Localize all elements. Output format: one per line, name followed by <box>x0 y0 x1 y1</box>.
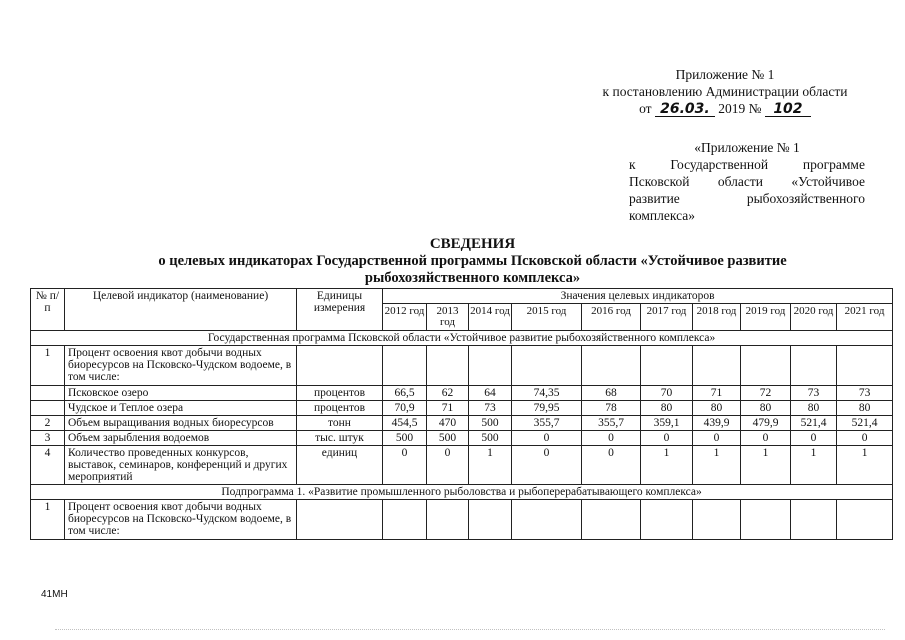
row-value <box>383 500 427 540</box>
header-num: № п/п <box>31 289 65 331</box>
table-row <box>31 446 893 485</box>
document-title <box>60 236 885 287</box>
program-appendix-line2 <box>629 156 865 173</box>
row-value: 73 <box>837 386 893 401</box>
row-name: Объем выращивания водных биоресурсов <box>65 416 297 431</box>
section-row <box>31 331 893 346</box>
row-value: 0 <box>582 446 641 485</box>
section-title: Подпрограмма 1. «Развитие промышленного рыболовства и рыбоперерабатывающего комплекса» <box>31 485 893 500</box>
row-value: 355,7 <box>512 416 582 431</box>
footer-code: 41МН <box>41 589 68 600</box>
row-value: 0 <box>741 431 791 446</box>
row-value <box>741 500 791 540</box>
row-value: 0 <box>512 431 582 446</box>
word: к <box>629 157 636 172</box>
row-value: 355,7 <box>582 416 641 431</box>
row-value: 479,9 <box>741 416 791 431</box>
row-value: 68 <box>582 386 641 401</box>
row-unit <box>297 346 383 386</box>
row-value: 0 <box>582 431 641 446</box>
row-value <box>582 346 641 386</box>
row-num: 3 <box>31 431 65 446</box>
row-name: Процент освоения квот добычи водных биоресурсов на Псковско-Чудском водоеме, в том числе: <box>65 346 297 386</box>
row-num <box>31 386 65 401</box>
row-value: 1 <box>693 446 741 485</box>
row-value: 359,1 <box>641 416 693 431</box>
row-value: 1 <box>741 446 791 485</box>
header-year: 2021 год <box>837 304 893 331</box>
header-year: 2020 год <box>791 304 837 331</box>
program-appendix-line5: комплекса» <box>629 208 695 223</box>
program-appendix-line3 <box>629 173 865 190</box>
row-value: 0 <box>383 446 427 485</box>
from-label: от <box>639 101 652 116</box>
row-value <box>693 500 741 540</box>
row-value <box>693 346 741 386</box>
row-value: 0 <box>791 431 837 446</box>
table-row <box>31 500 893 540</box>
program-appendix <box>629 139 865 224</box>
row-value: 0 <box>641 431 693 446</box>
word: Псковской <box>629 174 690 189</box>
header-year: 2014 год <box>469 304 512 331</box>
row-value <box>837 500 893 540</box>
row-value: 64 <box>469 386 512 401</box>
row-name: Процент освоения квот добычи водных биоресурсов на Псковско-Чудском водоеме, в том числе: <box>65 500 297 540</box>
indicators-table <box>30 288 893 540</box>
row-value <box>741 346 791 386</box>
header-year: 2013 год <box>427 304 469 331</box>
row-value <box>383 346 427 386</box>
row-value: 78 <box>582 401 641 416</box>
row-value: 521,4 <box>837 416 893 431</box>
row-num: 2 <box>31 416 65 431</box>
header-units: Единицы измерения <box>297 289 383 331</box>
scan-edge-dots <box>55 629 885 632</box>
row-value <box>582 500 641 540</box>
appendix-line2: к постановлению Администрации области <box>602 84 848 99</box>
header-year: 2015 год <box>512 304 582 331</box>
row-value: 80 <box>741 401 791 416</box>
word: Государственной <box>670 157 769 172</box>
row-value <box>641 346 693 386</box>
row-name: Количество проведенных конкурсов, выставок, семинаров, конференций и других мероприятий <box>65 446 297 485</box>
row-value: 66,5 <box>383 386 427 401</box>
row-value: 80 <box>641 401 693 416</box>
row-value: 80 <box>791 401 837 416</box>
year-text: 2019 № <box>718 101 762 116</box>
row-value: 0 <box>427 446 469 485</box>
table-row <box>31 401 893 416</box>
row-num: 4 <box>31 446 65 485</box>
header-year: 2012 год <box>383 304 427 331</box>
section-row <box>31 485 893 500</box>
row-name: Чудское и Теплое озера <box>65 401 297 416</box>
program-appendix-line1: «Приложение № 1 <box>694 140 800 155</box>
handwritten-date: 26.03. <box>655 102 715 117</box>
word: развитие <box>629 191 680 206</box>
program-appendix-line4 <box>629 190 865 207</box>
row-unit <box>297 500 383 540</box>
row-value: 1 <box>469 446 512 485</box>
row-name: Псковское озеро <box>65 386 297 401</box>
row-value: 70 <box>641 386 693 401</box>
row-value: 500 <box>469 416 512 431</box>
row-num: 1 <box>31 500 65 540</box>
row-value: 0 <box>837 431 893 446</box>
table-row <box>31 346 893 386</box>
header-year: 2018 год <box>693 304 741 331</box>
word: программе <box>802 157 865 172</box>
table-row <box>31 386 893 401</box>
row-name: Объем зарыбления водоемов <box>65 431 297 446</box>
row-value: 72 <box>741 386 791 401</box>
row-value: 79,95 <box>512 401 582 416</box>
row-value: 71 <box>427 401 469 416</box>
word: рыбохозяйственного <box>746 191 865 206</box>
row-value: 1 <box>837 446 893 485</box>
row-value <box>791 346 837 386</box>
row-value: 74,35 <box>512 386 582 401</box>
row-num <box>31 401 65 416</box>
row-num: 1 <box>31 346 65 386</box>
row-value <box>641 500 693 540</box>
appendix-line1: Приложение № 1 <box>675 67 775 82</box>
header-indicator: Целевой индикатор (наименование) <box>65 289 297 331</box>
header-row <box>31 289 893 304</box>
row-value: 62 <box>427 386 469 401</box>
table-row <box>31 431 893 446</box>
row-value <box>837 346 893 386</box>
row-value <box>427 500 469 540</box>
row-value: 470 <box>427 416 469 431</box>
row-value: 521,4 <box>791 416 837 431</box>
row-value <box>469 500 512 540</box>
row-value <box>791 500 837 540</box>
row-value: 80 <box>837 401 893 416</box>
row-unit: тыс. штук <box>297 431 383 446</box>
row-value: 80 <box>693 401 741 416</box>
row-value <box>469 346 512 386</box>
row-value <box>512 500 582 540</box>
row-value: 70,9 <box>383 401 427 416</box>
title-line2: о целевых индикаторах Государственной программы Псковской области «Устойчивое развитие <box>158 253 787 269</box>
row-value: 1 <box>791 446 837 485</box>
row-value: 500 <box>469 431 512 446</box>
row-value: 500 <box>427 431 469 446</box>
word: области <box>717 174 764 189</box>
header-year: 2016 год <box>582 304 641 331</box>
row-value: 1 <box>641 446 693 485</box>
row-unit: тонн <box>297 416 383 431</box>
handwritten-number: 102 <box>765 102 811 117</box>
row-value: 73 <box>469 401 512 416</box>
header-year: 2019 год <box>741 304 791 331</box>
row-value <box>427 346 469 386</box>
row-unit: единиц <box>297 446 383 485</box>
row-value: 0 <box>693 431 741 446</box>
row-value: 500 <box>383 431 427 446</box>
appendix-date-line <box>590 100 860 117</box>
table-row <box>31 416 893 431</box>
section-title: Государственная программа Псковской области «Устойчивое развитие рыбохозяйственного комплекса» <box>31 331 893 346</box>
row-value: 0 <box>512 446 582 485</box>
row-value: 454,5 <box>383 416 427 431</box>
row-value: 71 <box>693 386 741 401</box>
row-unit: процентов <box>297 386 383 401</box>
title-line3: рыбохозяйственного комплекса» <box>364 270 581 286</box>
row-unit: процентов <box>297 401 383 416</box>
row-value <box>512 346 582 386</box>
word: «Устойчивое <box>791 174 865 189</box>
appendix-header <box>590 66 860 117</box>
header-values: Значения целевых индикаторов <box>383 289 893 304</box>
header-year: 2017 год <box>641 304 693 331</box>
row-value: 439,9 <box>693 416 741 431</box>
title-heading: СВЕДЕНИЯ <box>429 236 516 252</box>
row-value: 73 <box>791 386 837 401</box>
